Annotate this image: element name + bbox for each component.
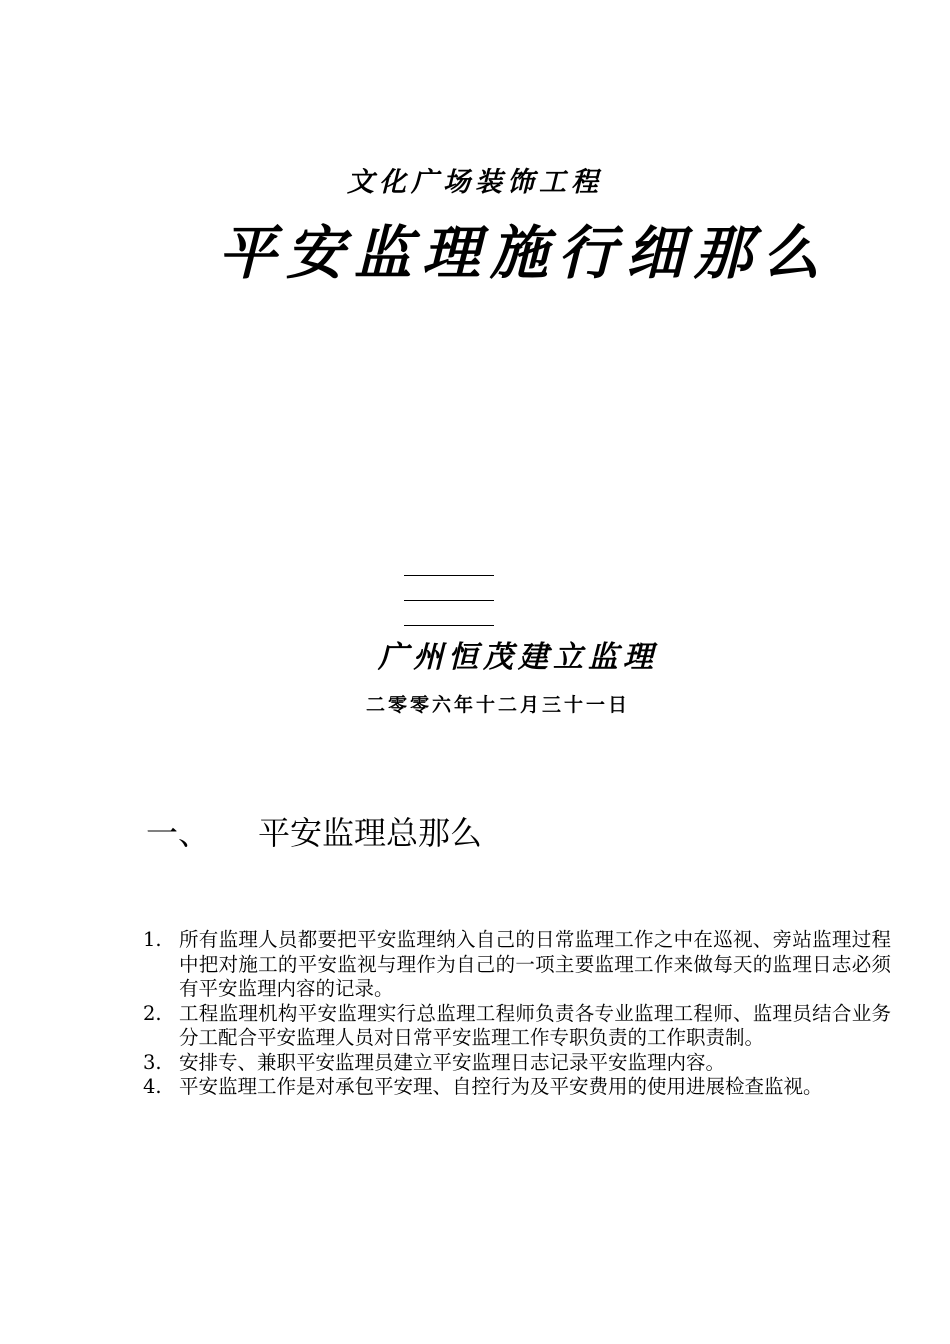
signature-line-2 bbox=[404, 600, 494, 601]
section-number: 一、 bbox=[146, 814, 211, 852]
list-item-text: 所有监理人员都要把平安监理纳入自己的日常监理工作之中在巡视、旁站监理过程中把对施工的平安监视与理作为自己的一项主要监理工作来做每天的监理日志必须有平安监理内容的记录。 bbox=[179, 928, 891, 1000]
document-title: 平安监理施行细那么 bbox=[218, 219, 831, 287]
list-item bbox=[143, 1002, 891, 1051]
list-item-number: 1. bbox=[143, 928, 162, 951]
list-item-number: 2. bbox=[143, 1001, 162, 1025]
project-subtitle: 文化广场装饰工程 bbox=[347, 167, 603, 198]
document-date: 二零零六年十二月三十一日 bbox=[366, 694, 631, 716]
list-item bbox=[143, 1051, 891, 1076]
rules-list bbox=[143, 928, 891, 1100]
list-item-text: 安排专、兼职平安监理员建立平安监理日志记录平安监理内容。 bbox=[179, 1050, 726, 1074]
signature-line-1 bbox=[404, 575, 494, 576]
list-item-text: 平安监理工作是对承包平安理、自控行为及平安费用的使用进展检查监视。 bbox=[179, 1075, 823, 1098]
list-item bbox=[143, 1075, 891, 1100]
company-name: 广州恒茂建立监理 bbox=[378, 640, 658, 675]
list-item-number: 3. bbox=[143, 1050, 162, 1074]
list-item-text: 工程监理机构平安监理实行总监理工程师负责各专业监理工程师、监理员结合业务分工配合平安监理人员对日常平安监理工作专职负责的工作职责制。 bbox=[179, 1001, 891, 1049]
signature-line-3 bbox=[404, 625, 494, 626]
section-title: 平安监理总那么 bbox=[258, 814, 483, 852]
section-heading bbox=[146, 808, 482, 854]
list-item-number: 4. bbox=[143, 1075, 162, 1098]
list-item bbox=[143, 928, 891, 1002]
